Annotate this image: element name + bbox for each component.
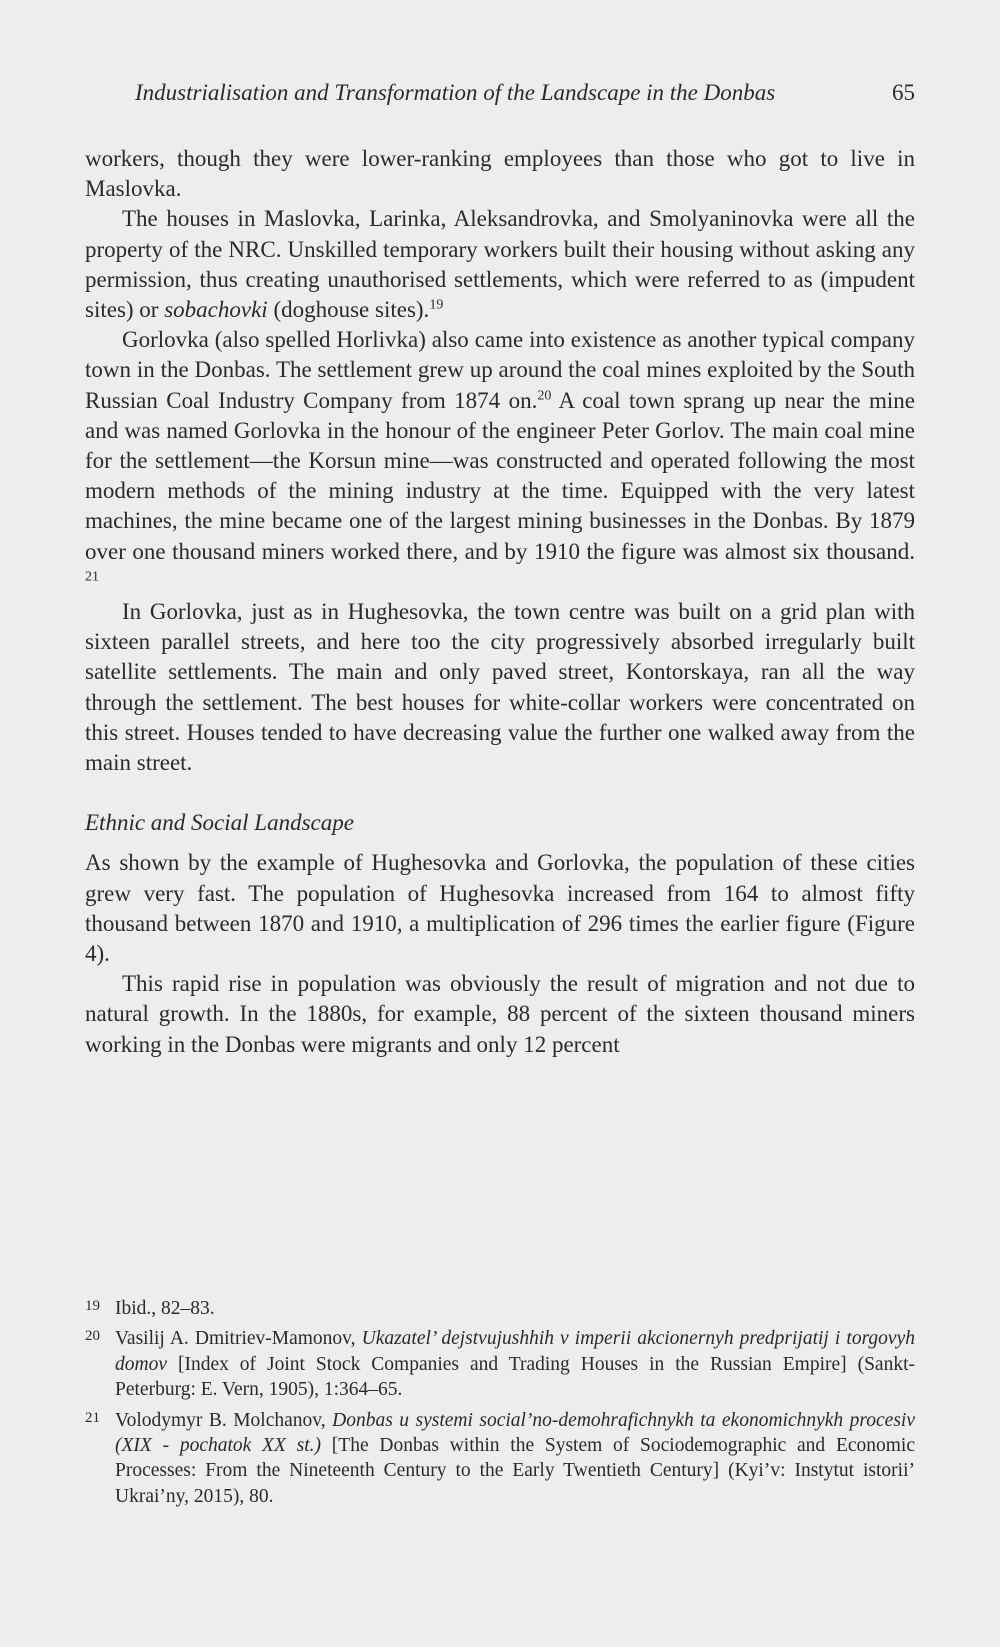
footnote-ref-20[interactable]: 20 [537, 387, 552, 403]
running-head-title: Industrialisation and Transformation of the Landscape in the Donbas [135, 80, 776, 105]
page-number: 65 [892, 80, 915, 105]
footnote-21 [85, 1408, 915, 1510]
footnote-number: 20 [85, 1328, 100, 1345]
footnote-ref-19[interactable]: 19 [429, 297, 444, 313]
footnotes [85, 1296, 915, 1514]
paragraph-4: In Gorlovka, just as in Hughesovka, the town centre was built on a grid plan with sixteen parallel streets, and here too the city progressively absorbed irregularly built satellite settlements. The main and only paved street, Kontorskaya, ran all the way through the settlement. The best houses for white-collar workers were concentrated on this street. Houses tended to have decreasing value the further one walked away from the main street. [85, 599, 915, 776]
footnote-19 [85, 1296, 915, 1321]
footnote-20 [85, 1326, 915, 1402]
paragraph-2: The houses in Maslovka, Larinka, Aleksandrovka, and Smolyaninovka were all the property of the NRC. Unskilled temporary workers built their housing without asking any permission, thus creating unauthorised settlements, which were referred to as (impudent sites) or sobachovki (doghouse sites).$^{19}$ [85, 206, 915, 323]
section-heading: Ethnic and Social Landscape [85, 810, 354, 836]
running-head [135, 80, 915, 106]
body-text [85, 144, 915, 1060]
footnote-ref-21[interactable]: 21 [85, 569, 99, 585]
paragraph-1: workers, though they were lower-ranking employees than those who got to live in Maslovka. [85, 146, 915, 202]
paragraph-6: This rapid rise in population was obviously the result of migration and not due to natural growth. In the 1880s, for example, 88 percent of the sixteen thousand miners working in the Donbas were migrants and only 12 percent [85, 971, 915, 1057]
footnote-number: 21 [85, 1409, 100, 1426]
paragraph-5: As shown by the example of Hughesovka and Gorlovka, the population of these cities grew very fast. The population of Hughesovka increased from 164 to almost fifty thousand between 1870 and 1910, a multiplication of 296 times the earlier figure (Figure 4). [85, 850, 915, 967]
italic-term: sobachovki [164, 297, 268, 323]
paragraph-3: Gorlovka (also spelled Horlivka) also came into existence as another typical company town in the Donbas. The settlement grew up around the coal mines exploited by the South Russian Coal Industry Company from 1874 on.$^{20}$ A coal town sprang up near the mine and was named Gorlovka in the honour of the engineer Peter Gorlov. The main coal mine for the settlement—the Korsun mine—was constructed and operated following the most modern methods of the mining industry at the time. Equipped with the very latest machines, the mine became one of the largest mining businesses in the Donbas. By 1879 over one thousand miners worked there, and by 1910 the figure was almost six thousand. $^{21}$ [85, 327, 915, 585]
footnote-number: 19 [85, 1298, 100, 1314]
footnote-text: Ibid., 82–83. [115, 1298, 215, 1319]
footnote-text: Vasilij A. Dmitriev-Mamonov, Ukazatel’ dejstvujushhih v imperii akcionernyh predprijatij i torgovyh domov [Index of Joint Stock Companies and Trading Houses in the Russian Empire] (Sankt-Peterburg: E. Vern, 1905), 1:364–65. [115, 1328, 915, 1401]
footnote-text: Volodymyr B. Molchanov, Donbas u systemi social’no-demohrafichnykh ta ekonomichnykh procesiv (XIX - pochatok XX st.) [The Donbas within the System of Sociodemographic and Economic Processes: From the Nineteenth Century to the Early Twentieth Century] (Kyi’v: Instytut istorii’ Ukrai’ny, 2015), 80. [115, 1409, 916, 1507]
